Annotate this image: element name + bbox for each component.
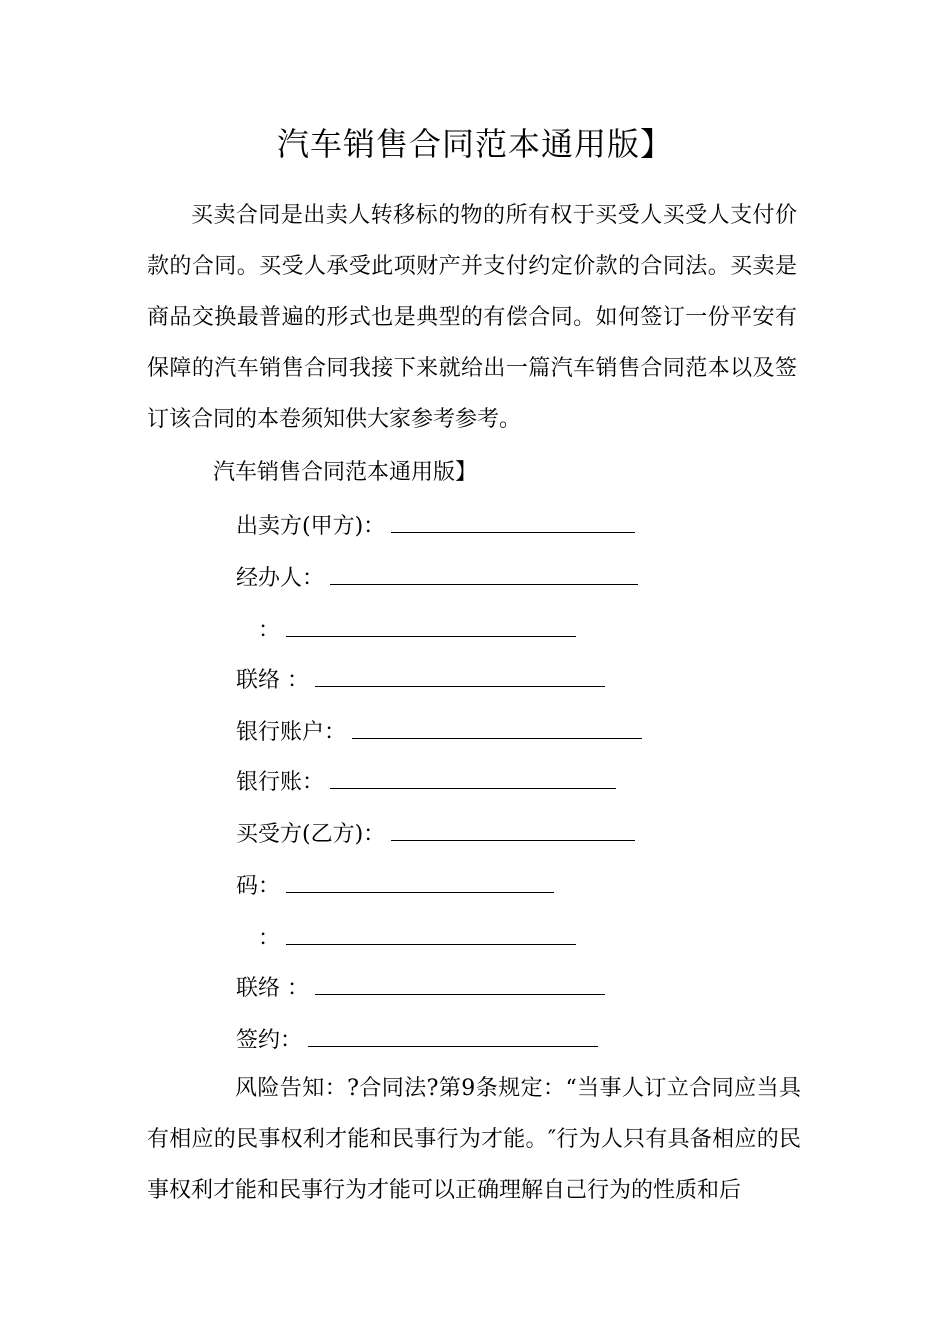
field-bank-number [236, 766, 616, 798]
fill-blank [330, 562, 638, 585]
fill-blank [391, 510, 635, 533]
fill-blank [286, 870, 554, 893]
field-signing [236, 1024, 598, 1056]
fill-blank [286, 922, 576, 945]
fill-blank [315, 664, 605, 687]
field-label: ： [258, 618, 281, 643]
fill-blank [286, 614, 576, 637]
field-label: 买受方(乙方)： [236, 822, 386, 847]
field-bank-account [236, 716, 642, 748]
field-contact-buyer [236, 972, 605, 1004]
field-label: 经办人： [236, 566, 325, 591]
field-unlabeled-1 [258, 614, 576, 646]
risk-notice-paragraph: 风险告知：?合同法?第9条规定：“当事人订立合同应当具有相应的民事权利才能和民事行为才能。″行为人只有具备相应的民事权利才能和民事行为才能可以正确理解自己行为的性质和后 [147, 1076, 801, 1203]
field-label: 联络 ： [236, 668, 309, 693]
field-label: 出卖方(甲方)： [236, 514, 386, 539]
field-label: 联络 ： [236, 976, 309, 1001]
fill-blank [330, 766, 616, 789]
field-seller [236, 510, 635, 542]
document-title: 汽车销售合同范本通用版】 [276, 125, 673, 163]
field-label: 银行账户： [236, 720, 347, 745]
fill-blank [308, 1024, 598, 1047]
field-label: ： [258, 926, 281, 951]
fill-blank [391, 818, 635, 841]
field-buyer [236, 818, 635, 850]
field-contact-seller [236, 664, 605, 696]
field-code [236, 870, 554, 902]
field-agent [236, 562, 638, 594]
fill-blank [352, 716, 642, 739]
field-label: 银行账： [236, 770, 325, 795]
intro-paragraph: 买卖合同是出卖人转移标的物的所有权于买受人买受人支付价款的合同。买受人承受此项财产并支付约定价款的合同法。买卖是商品交换最普遍的形式也是典型的有偿合同。如何签订一份平安有保障的汽车销售合同我接下来就给出一篇汽车销售合同范本以及签订该合同的本卷须知供大家参考参考。 [147, 203, 797, 432]
field-label: 签约： [236, 1028, 303, 1053]
field-label: 码： [236, 874, 281, 899]
contract-subtitle: 汽车销售合同范本通用版】 [213, 460, 478, 485]
field-unlabeled-2 [258, 922, 576, 954]
fill-blank [315, 972, 605, 995]
